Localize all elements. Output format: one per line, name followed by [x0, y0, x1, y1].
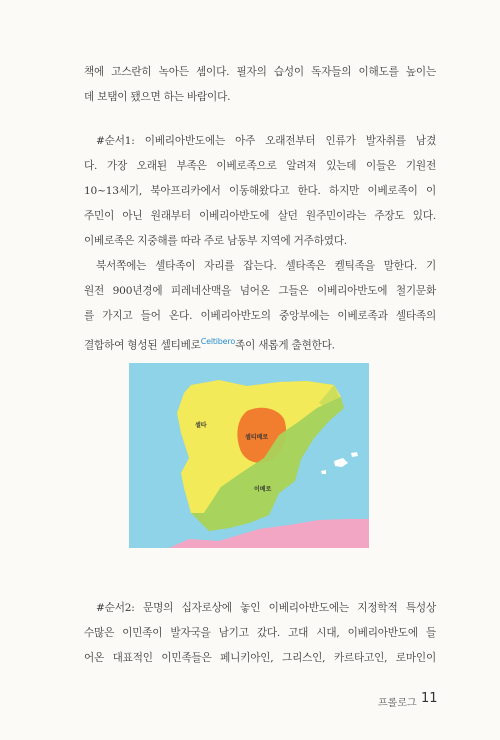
map-label-ibero: 이베로: [254, 486, 272, 493]
text-line: 원전 900년경에 피레네산맥을 넘어온 그들은 이베리아반도에 철기문화: [84, 285, 436, 297]
text-line: 를 가지고 들어 온다. 이베리아반도의 중앙부에는 이베로족과 셀타족의: [84, 310, 436, 322]
text-line: 10~13세기, 북아프리카에서 이동해왔다고 한다. 하지만 이베로족이 이: [84, 185, 436, 197]
paragraph-celta: [84, 254, 436, 359]
iberia-tribes-map: [129, 363, 369, 548]
page-number: 11: [421, 691, 438, 706]
text-line: #순서1: 이베리아반도에는 아주 오래전부터 인류가 발자취를 남겼: [96, 135, 436, 147]
paragraph-order-1: [84, 129, 436, 254]
text-line: 책에 고스란히 녹아든 셈이다. 필자의 습성이 독자들의 이해도를 높이는: [84, 66, 436, 78]
text-line: 북서쪽에는 셀타족이 자리를 잡는다. 셀타족은 켈틱족을 말한다. 기: [96, 260, 436, 272]
text-line: 이베로족은 지중해를 따라 주로 남동부 지역에 거주하였다.: [84, 235, 347, 247]
text-line: 수많은 이민족이 발자국을 남기고 갔다. 고대 시대, 이베리아반도에 들: [84, 627, 436, 639]
map-label-celtibero: 셀티베로: [245, 434, 269, 441]
text-line: 주민이 아닌 원래부터 이베리아반도에 살던 원주민이라는 주장도 있다.: [84, 210, 436, 222]
text-line: [84, 329, 436, 359]
text-fragment: 족이 새롭게 출현한다.: [235, 339, 335, 352]
paragraph-order-2: [84, 596, 436, 671]
text-line: #순서2: 문명의 십자로상에 놓인 이베리아반도에는 지정학적 특성상: [96, 602, 436, 614]
map-svg: [129, 363, 369, 548]
text-line: 데 보탬이 됐으면 하는 바람이다.: [84, 91, 231, 103]
text-line: 다. 가장 오래된 부족은 이베로족으로 알려져 있는데 이들은 기원전: [84, 160, 436, 172]
footer-section-title: 프롤로그: [378, 698, 417, 709]
text-line: 어온 대표적인 이민족들은 페니키아인, 그리스인, 카르타고인, 로마인이: [84, 652, 436, 664]
text-fragment: 결합하여 형성된 셀티베로: [84, 339, 201, 352]
map-label-celta: 셀타: [195, 422, 207, 429]
celtibero-annotation: Celtibero: [200, 337, 236, 346]
paragraph-intro-end: [84, 60, 436, 110]
